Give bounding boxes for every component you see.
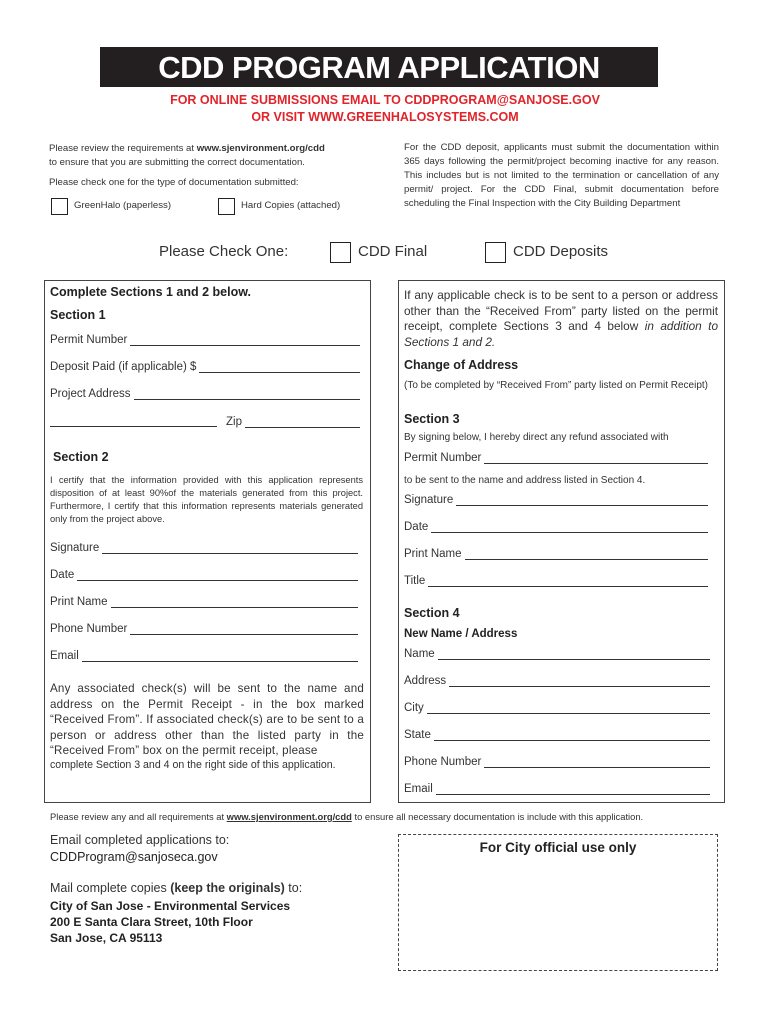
zip-field[interactable]: Zip <box>226 416 360 428</box>
section-4-heading: Section 4 <box>404 606 460 620</box>
s3-title-field[interactable]: Title <box>404 575 708 587</box>
s3-print-name-field[interactable]: Print Name <box>404 548 708 560</box>
change-of-address-heading: Change of Address <box>404 358 519 372</box>
cdd-final-label: CDD Final <box>358 243 428 260</box>
mailing-address: City of San Jose - Environmental Services 200 E Santa Clara Street, 10th Floor San Jose, CA 95113 <box>50 899 291 945</box>
email-field[interactable]: Email <box>50 650 358 662</box>
right-intro: If any applicable check is to be sent to a person or address other than the “Received From” party listed on the permit receipt, complete Sections 3 and 4 below in addition to Sections 1 and 2. <box>404 288 718 349</box>
change-note: (To be completed by “Received From” party listed on Permit Receipt) <box>404 380 709 391</box>
intro-review: Please review the requirements at www.sjenvironment.org/cdd to ensure that you are submitting the correct documentation. <box>49 143 325 168</box>
greenhalo-checkbox[interactable] <box>51 198 68 215</box>
check-one-label: Please Check One: <box>159 243 289 260</box>
section-3-text: By signing below, I hereby direct any refund associated with <box>404 432 669 443</box>
s4-address-field[interactable]: Address <box>404 675 710 687</box>
cdd-deposits-label: CDD Deposits <box>513 243 609 260</box>
mail-instructions: Mail complete copies (keep the originals) to: <box>50 881 303 895</box>
section-3-text2: to be sent to the name and address listed in Section 4. <box>404 475 646 486</box>
project-address-line2[interactable] <box>50 426 217 427</box>
sections-heading: Complete Sections 1 and 2 below. <box>50 285 251 299</box>
cdd-deposits-checkbox[interactable] <box>485 242 506 263</box>
section-1-heading: Section 1 <box>50 308 106 322</box>
hardcopies-checkbox[interactable] <box>218 198 235 215</box>
project-address-field[interactable]: Project Address <box>50 388 360 400</box>
checks-note-last: complete Section 3 and 4 on the right side of this application. <box>50 759 336 771</box>
cdd-final-checkbox[interactable] <box>330 242 351 263</box>
page-title: CDD PROGRAM APPLICATION <box>100 47 658 87</box>
new-name-heading: New Name / Address <box>404 628 518 640</box>
date-field[interactable]: Date <box>50 569 358 581</box>
s4-state-field[interactable]: State <box>404 729 710 741</box>
s4-name-field[interactable]: Name <box>404 648 710 660</box>
online-submission-line: FOR ONLINE SUBMISSIONS EMAIL TO CDDPROGRAM@SANJOSE.GOV <box>170 93 600 107</box>
certify-text: I certify that the information provided with this application represents disposition of at least 90%of the materials generated from this project. Furthermore, I certify that this information represents materials generated only from the project above. <box>50 475 363 524</box>
deposit-paid-field[interactable]: Deposit Paid (if applicable) $ <box>50 361 360 373</box>
official-use-label: For City official use only <box>479 840 637 855</box>
section-2-heading: Section 2 <box>53 450 109 464</box>
phone-number-field[interactable]: Phone Number <box>50 623 358 635</box>
signature-field[interactable]: Signature <box>50 542 358 554</box>
print-name-field[interactable]: Print Name <box>50 596 358 608</box>
email-label: Email completed applications to: <box>50 833 230 847</box>
s4-phone-field[interactable]: Phone Number <box>404 756 710 768</box>
footer-review-link[interactable]: www.sjenvironment.org/cdd <box>226 811 352 822</box>
greenhalo-label: GreenHalo (paperless) <box>74 200 172 211</box>
section-3-heading: Section 3 <box>404 412 460 426</box>
hardcopies-label: Hard Copies (attached) <box>241 200 341 211</box>
s4-city-field[interactable]: City <box>404 702 710 714</box>
permit-number-field[interactable]: Permit Number <box>50 334 360 346</box>
check-type-prompt: Please check one for the type of documentation submitted: <box>49 177 299 188</box>
website-line: OR VISIT WWW.GREENHALOSYSTEMS.COM <box>251 110 519 124</box>
review-link[interactable]: www.sjenvironment.org/cdd <box>196 143 325 154</box>
s3-permit-number-field[interactable]: Permit Number <box>404 452 708 464</box>
s3-signature-field[interactable]: Signature <box>404 494 708 506</box>
checks-note: Any associated check(s) will be sent to the name and address on the Permit Receipt - in the box marked “Received From”. If associated check(s) are to be sent to a person or address other than the listed party in the “Received From” box on the permit receipt, please <box>50 682 364 757</box>
deposit-info: For the CDD deposit, applicants must submit the documentation within 365 days following the permit/project becoming inactive for any reason. This includes but is not limited to the termination or cancellation of any permit/ project. For the CDD Final, submit documentation before scheduling the Final Inspection with the City Building Department <box>404 142 719 209</box>
s3-date-field[interactable]: Date <box>404 521 708 533</box>
footer-review: Please review any and all requirements at www.sjenvironment.org/cdd to ensure all necessary documentation is include with this application. <box>50 811 644 822</box>
email-address[interactable]: CDDProgram@sanjoseca.gov <box>50 850 218 864</box>
s4-email-field[interactable]: Email <box>404 783 710 795</box>
